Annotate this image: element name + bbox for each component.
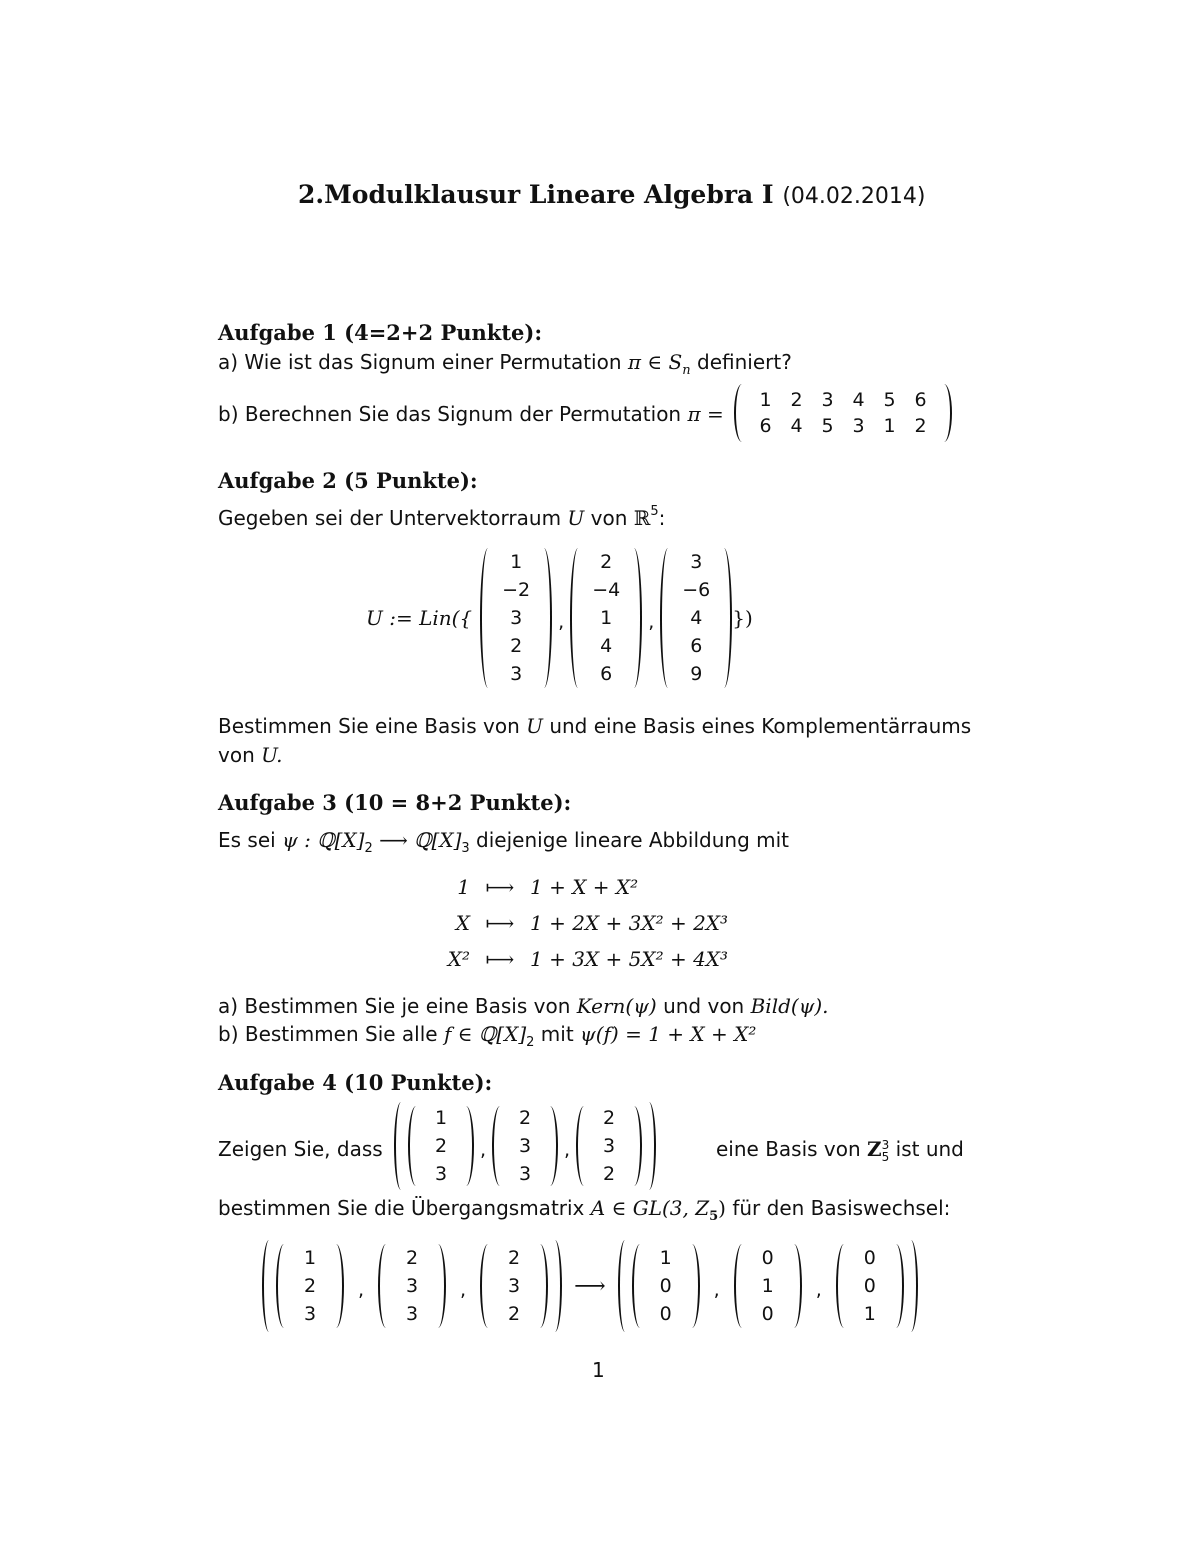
vector-entry: 1 <box>434 1107 448 1129</box>
aufgabe-1-b-text: b) Berechnen Sie das Signum der Permutation <box>218 402 682 426</box>
vector-entry: 1 <box>600 607 613 629</box>
vector-entry: 3 <box>519 1135 532 1157</box>
vector-entry: 2 <box>600 551 613 573</box>
vector-entry: 3 <box>303 1303 317 1325</box>
aufgabe-2-task-U2: U. <box>261 743 283 767</box>
aufgabe-3-b-text2: mit <box>540 1022 574 1046</box>
map-to: 1 + 2X + 3X² + 2X³ <box>530 911 729 935</box>
page-number: 1 <box>592 1358 605 1382</box>
mapsto-symbol: ⟼ <box>485 947 515 971</box>
aufgabe-2-intro-end: : <box>658 506 666 530</box>
aufgabe-2-task-text3: von <box>218 743 255 767</box>
left-paren <box>570 548 586 688</box>
aufgabe-4-Z: Z <box>867 1137 882 1161</box>
aufgabe-4-show-text2 <box>716 1137 964 1163</box>
right-paren <box>684 1244 700 1328</box>
vector-entry: 3 <box>406 1303 419 1325</box>
vector-entry: 0 <box>761 1303 774 1325</box>
basis-vector-3 <box>592 1104 626 1188</box>
vector-entry: 1 <box>659 1247 672 1269</box>
aufgabe-3-b-text: b) Bestimmen Sie alle <box>218 1022 438 1046</box>
vector-3 <box>676 548 716 688</box>
comma: , <box>815 1279 822 1301</box>
aufgabe-3-bild: Bild(ψ). <box>750 994 829 1018</box>
aufgabe-4-det-text2: für den Basiswechsel: <box>732 1196 951 1220</box>
aufgabe-3-kern: Kern(ψ) <box>576 994 657 1018</box>
vector-entry: 2 <box>603 1163 616 1185</box>
aufgabe-1-b <box>218 402 724 426</box>
right-paren <box>716 548 732 688</box>
aufgabe-3-intro <box>218 828 790 856</box>
vector-entry: 3 <box>690 551 703 573</box>
vector-entry: 3 <box>510 663 523 685</box>
basis-change-arrow: ⟶ <box>574 1273 606 1299</box>
vector-entry: −2 <box>502 579 531 601</box>
title-date: (04.02.2014) <box>782 184 926 209</box>
permutation-entry: 3 <box>821 389 834 411</box>
aufgabe-4-show-text: Zeigen Sie, dass <box>218 1137 383 1161</box>
aufgabe-3-a-text: a) Bestimmen Sie je eine Basis von <box>218 994 571 1018</box>
comma: , <box>713 1279 720 1301</box>
vector-entry: 0 <box>659 1303 672 1325</box>
aufgabe-3-heading: Aufgabe 3 (10 = 8+2 Punkte): <box>218 790 572 815</box>
map-from: X² <box>447 947 470 971</box>
vector-entry: 2 <box>510 635 523 657</box>
aufgabe-3-a-text2: und von <box>663 994 745 1018</box>
aufgabe-4-det-sub: 5 <box>709 1209 719 1224</box>
comma: , <box>460 1279 467 1301</box>
left-paren <box>408 1106 424 1186</box>
right-paren <box>328 1244 344 1328</box>
map-to: 1 + X + X² <box>530 875 639 899</box>
mapsto-symbol: ⟼ <box>485 911 515 935</box>
vector-2 <box>586 548 626 688</box>
aufgabe-3-b-sub: 2 <box>526 1035 535 1050</box>
vector-entry: 4 <box>690 607 703 629</box>
aufgabe-3-b-math1: f ∈ ℚ[X] <box>443 1022 527 1046</box>
aufgabe-3-intro-text: Es sei <box>218 828 276 852</box>
right-paren <box>626 548 642 688</box>
right-paren <box>532 1244 548 1328</box>
comma: , <box>648 611 655 633</box>
aufgabe-4-det-close: ) <box>718 1196 726 1220</box>
permutation-entry: 1 <box>883 415 896 437</box>
vector-entry: 1 <box>303 1247 317 1269</box>
basis-vector-1 <box>424 1104 458 1188</box>
vector-entry: −4 <box>592 579 621 601</box>
aufgabe-2-task-text: Bestimmen Sie eine Basis von <box>218 714 520 738</box>
aufgabe-2-intro <box>218 506 665 530</box>
mapsto-symbol: ⟼ <box>485 875 515 899</box>
vector-entry: 3 <box>406 1275 419 1297</box>
aufgabe-4-det-text: bestimmen Sie die Übergangsmatrix <box>218 1196 585 1220</box>
vector-entry: 2 <box>603 1107 616 1129</box>
vector-entry: 3 <box>603 1135 616 1157</box>
permutation-entry: 2 <box>790 389 803 411</box>
aufgabe-4-heading: Aufgabe 4 (10 Punkte): <box>218 1070 493 1095</box>
std-vector-1 <box>648 1244 684 1328</box>
map-from: X <box>455 911 470 935</box>
vector-entry: 1 <box>761 1275 774 1297</box>
aufgabe-3-map-sub2: 3 <box>461 841 470 856</box>
aufgabe-2-intro-U: U <box>567 506 585 530</box>
basis-tuple <box>394 1102 656 1190</box>
aufgabe-1-a-sub: n <box>682 363 691 378</box>
vector-entry: 0 <box>863 1275 876 1297</box>
vector-entry: 4 <box>600 635 613 657</box>
right-paren <box>888 1244 904 1328</box>
page-title <box>298 180 925 209</box>
vector-entry: 2 <box>519 1107 532 1129</box>
vector-entry: −6 <box>682 579 711 601</box>
aufgabe-2-task-text2: und eine Basis eines Komplementärraums <box>549 714 972 738</box>
aufgabe-2-intro-exp: 5 <box>650 504 659 520</box>
left-paren <box>378 1244 394 1328</box>
title-main: 2.Modulklausur Lineare Algebra I <box>298 180 774 209</box>
vector-entry: 3 <box>510 607 523 629</box>
vector-entry: 2 <box>303 1275 317 1297</box>
left-paren <box>262 1240 276 1332</box>
aufgabe-1-b-math: π = <box>687 402 724 426</box>
basis-vector-2 <box>394 1244 430 1328</box>
right-paren <box>786 1244 802 1328</box>
right-paren <box>536 548 552 688</box>
vector-entry: 9 <box>690 663 703 685</box>
aufgabe-3-map-codomain: ⟶ ℚ[X] <box>379 828 462 852</box>
vector-entry: 2 <box>508 1303 521 1325</box>
comma: , <box>564 1139 571 1161</box>
right-paren <box>458 1106 474 1186</box>
permutation-entry: 5 <box>883 389 896 411</box>
aufgabe-1-a <box>218 350 792 378</box>
subspace-rhs: }) <box>732 606 753 630</box>
permutation-entry: 4 <box>852 389 865 411</box>
map-from: 1 <box>457 875 470 899</box>
permutation-entry: 2 <box>914 415 927 437</box>
aufgabe-2-intro-R: ℝ <box>633 506 651 530</box>
permutation-entry: 6 <box>759 415 772 437</box>
aufgabe-3-intro-text2: diejenige lineare Abbildung mit <box>476 828 790 852</box>
right-paren <box>904 1240 918 1332</box>
left-paren <box>660 548 676 688</box>
comma: , <box>480 1139 487 1161</box>
left-paren <box>480 1244 496 1328</box>
aufgabe-3-b <box>218 1022 757 1050</box>
permutation-entry: 1 <box>759 389 772 411</box>
vector-entry: 2 <box>508 1247 521 1269</box>
vector-entry: 3 <box>508 1275 521 1297</box>
vector-entry: 3 <box>519 1163 532 1185</box>
left-paren <box>734 1244 750 1328</box>
aufgabe-3-a <box>218 994 829 1018</box>
right-paren <box>430 1244 446 1328</box>
std-vector-2 <box>750 1244 786 1328</box>
vector-entry: 6 <box>600 663 613 685</box>
aufgabe-3-map-sub1: 2 <box>364 841 373 856</box>
left-paren <box>492 1106 508 1186</box>
subspace-lhs: U := Lin({ <box>366 606 473 630</box>
map-to: 1 + 3X + 5X² + 4X³ <box>530 947 729 971</box>
permutation-entry: 5 <box>821 415 834 437</box>
aufgabe-2-heading: Aufgabe 2 (5 Punkte): <box>218 468 478 493</box>
vector-entry: 2 <box>406 1247 419 1269</box>
aufgabe-1-a-text: a) Wie ist das Signum einer Permutation <box>218 350 622 374</box>
aufgabe-4-show2: eine Basis von <box>716 1137 861 1161</box>
aufgabe-2-task <box>218 714 971 738</box>
permutation-matrix <box>734 384 952 442</box>
vector-entry: 0 <box>659 1275 672 1297</box>
aufgabe-1-a-suffix: definiert? <box>697 350 792 374</box>
aufgabe-4-Z-sub: 5 <box>881 1149 890 1164</box>
aufgabe-1-heading: Aufgabe 1 (4=2+2 Punkte): <box>218 320 543 345</box>
subspace-equation <box>366 548 753 688</box>
std-vector-3 <box>852 1244 888 1328</box>
comma: , <box>558 611 565 633</box>
right-paren <box>642 1102 656 1190</box>
mapping-table <box>430 872 790 974</box>
left-paren <box>618 1240 632 1332</box>
left-paren <box>394 1102 408 1190</box>
aufgabe-3-map-domain: ψ : ℚ[X] <box>282 828 365 852</box>
basis-change <box>262 1240 918 1332</box>
vector-entry: 2 <box>434 1135 448 1157</box>
basis-vector-2 <box>508 1104 542 1188</box>
aufgabe-2-task-U: U <box>526 714 543 738</box>
left-paren <box>836 1244 852 1328</box>
basis-vector-3 <box>496 1244 532 1328</box>
permutation-entry: 3 <box>852 415 865 437</box>
vector-entry: 0 <box>863 1247 876 1269</box>
permutation-grid <box>750 387 936 439</box>
aufgabe-4-Z-sup: 3 <box>881 1137 890 1152</box>
aufgabe-4-determine <box>218 1196 951 1224</box>
aufgabe-3-b-math2: ψ(f) = 1 + X + X² <box>580 1022 757 1046</box>
vector-entry: 1 <box>863 1303 876 1325</box>
left-paren <box>576 1106 592 1186</box>
basis-vector-1 <box>292 1244 328 1328</box>
vector-entry: 3 <box>434 1163 448 1185</box>
left-paren <box>480 548 496 688</box>
aufgabe-2-task-line2 <box>218 743 283 767</box>
permutation-entry: 4 <box>790 415 803 437</box>
left-paren <box>632 1244 648 1328</box>
aufgabe-2-intro-text: Gegeben sei der Untervektorraum <box>218 506 562 530</box>
left-paren <box>734 384 750 442</box>
aufgabe-4-det-math: A ∈ GL(3, Z <box>590 1196 710 1220</box>
right-paren <box>542 1106 558 1186</box>
left-paren <box>276 1244 292 1328</box>
vector-entry: 1 <box>510 551 523 573</box>
right-paren <box>936 384 952 442</box>
permutation-entry: 6 <box>914 389 927 411</box>
vector-entry: 0 <box>761 1247 774 1269</box>
vector-entry: 6 <box>690 635 703 657</box>
aufgabe-4-show3: ist und <box>895 1137 964 1161</box>
vector-1 <box>496 548 536 688</box>
aufgabe-1-a-math: π ∈ S <box>627 350 683 374</box>
aufgabe-2-intro-mid: von <box>590 506 628 530</box>
comma: , <box>358 1279 365 1301</box>
right-paren <box>626 1106 642 1186</box>
right-paren <box>548 1240 562 1332</box>
